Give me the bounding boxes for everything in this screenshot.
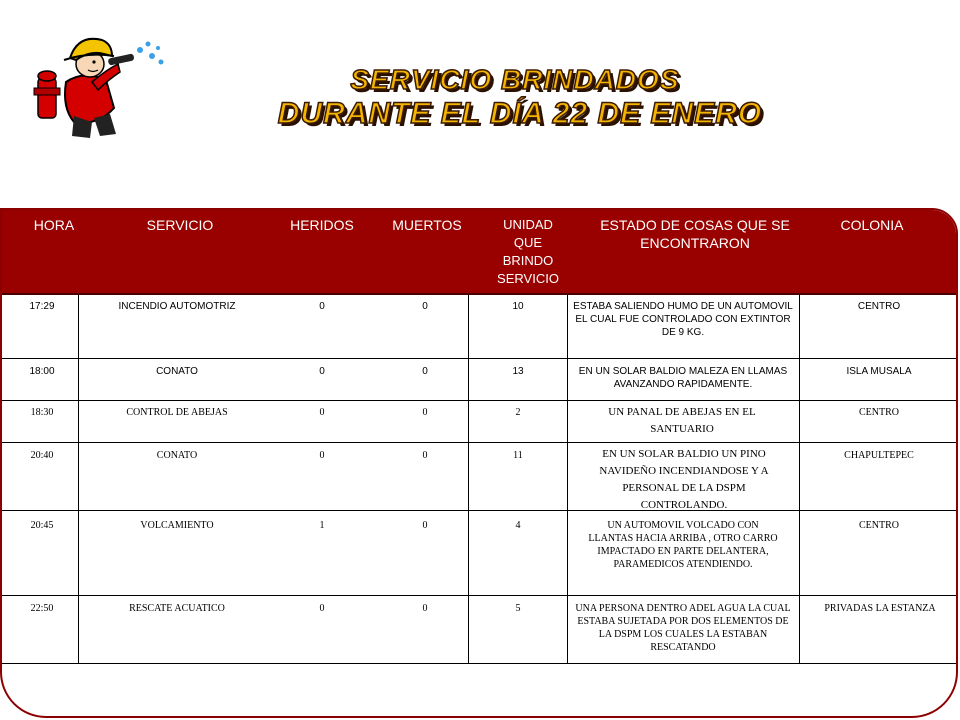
cell-estado: EN UN SOLAR BALDIO MALEZA EN LLAMAS AVANZANDO RAPIDAMENTE. bbox=[578, 366, 788, 390]
cell-servicio: RESCATE ACUATICO bbox=[129, 603, 225, 614]
cell-hora: 18:30 bbox=[30, 407, 54, 418]
cell-servicio: CONATO bbox=[156, 366, 198, 377]
table-header bbox=[2, 210, 956, 295]
cell-estado: UN PANAL DE ABEJAS EN EL SANTUARIO bbox=[608, 406, 756, 435]
cell-colonia: CHAPULTEPEC bbox=[844, 450, 914, 461]
cell-muertos: 0 bbox=[422, 520, 428, 531]
cell-hora: 20:45 bbox=[30, 520, 54, 531]
header-servicio: SERVICIO bbox=[146, 217, 214, 233]
header-estado: ESTADO DE COSAS QUE SE ENCONTRARON bbox=[600, 217, 790, 251]
cell-heridos: 0 bbox=[319, 407, 325, 418]
cell-unidad: 2 bbox=[515, 407, 521, 418]
cell-servicio: VOLCAMIENTO bbox=[140, 520, 214, 531]
services-table bbox=[0, 208, 958, 718]
header-unidad-line: SERVICIO bbox=[497, 271, 559, 286]
cell-unidad: 5 bbox=[515, 603, 521, 614]
cell-muertos: 0 bbox=[422, 301, 428, 312]
header-hora: HORA bbox=[33, 217, 75, 233]
header-muertos: MUERTOS bbox=[392, 217, 462, 233]
cell-estado: UNA PERSONA DENTRO ADEL AGUA LA CUAL ESTABA SUJETADA POR DOS ELEMENTOS DE LA DSPM LOS CUALES LA ESTABAN RESCATANDO bbox=[575, 603, 791, 653]
row-divider bbox=[2, 400, 958, 401]
cell-colonia: ISLA MUSALA bbox=[846, 366, 912, 377]
row-divider bbox=[2, 595, 958, 596]
cell-unidad: 13 bbox=[512, 366, 524, 377]
cell-heridos: 0 bbox=[319, 366, 325, 377]
header-unidad-line: UNIDAD bbox=[503, 217, 553, 232]
cell-heridos: 0 bbox=[319, 301, 325, 312]
cell-hora: 18:00 bbox=[29, 366, 55, 377]
row-divider bbox=[2, 442, 958, 443]
cell-estado: UN AUTOMOVIL VOLCADO CON LLANTAS HACIA ARRIBA , OTRO CARRO IMPACTADO EN PARTE DELANTERA, PARAMEDICOS ATENDIENDO. bbox=[588, 520, 778, 570]
column-divider bbox=[799, 295, 800, 663]
cell-estado: EN UN SOLAR BALDIO UN PINO NAVIDEÑO INCENDIANDOSE Y A PERSONAL DE LA DSPM CONTROLANDO. bbox=[599, 448, 769, 511]
header-heridos: HERIDOS bbox=[290, 217, 354, 233]
cell-hora: 20:40 bbox=[30, 450, 54, 461]
header-colonia: COLONIA bbox=[840, 217, 904, 233]
row-divider bbox=[2, 510, 958, 511]
cell-heridos: 1 bbox=[319, 520, 325, 531]
cell-colonia: PRIVADAS LA ESTANZA bbox=[824, 603, 936, 614]
cell-colonia: CENTRO bbox=[859, 407, 899, 418]
header-unidad-line: BRINDO bbox=[502, 253, 554, 268]
cell-unidad: 11 bbox=[513, 450, 523, 461]
page-title-line-2: DURANTE EL DÍA 22 DE ENERO bbox=[277, 97, 763, 130]
cell-servicio: INCENDIO AUTOMOTRIZ bbox=[118, 301, 236, 312]
cell-heridos: 0 bbox=[319, 603, 325, 614]
cell-unidad: 4 bbox=[515, 520, 521, 531]
row-divider bbox=[2, 663, 958, 664]
cell-colonia: CENTRO bbox=[857, 301, 901, 312]
header-unidad bbox=[488, 216, 568, 288]
cell-servicio: CONTROL DE ABEJAS bbox=[126, 407, 228, 418]
cell-muertos: 0 bbox=[422, 603, 428, 614]
cell-servicio: CONATO bbox=[156, 450, 198, 461]
row-divider bbox=[2, 358, 958, 359]
page-title-line-1: SERVICIO BRINDADOS bbox=[350, 64, 680, 95]
cell-unidad: 10 bbox=[512, 301, 524, 312]
cell-hora: 22:50 bbox=[30, 603, 54, 614]
cell-muertos: 0 bbox=[422, 450, 428, 461]
cell-hora: 17:29 bbox=[29, 301, 55, 312]
column-divider bbox=[78, 295, 79, 663]
column-divider bbox=[567, 295, 568, 663]
cell-muertos: 0 bbox=[422, 366, 428, 377]
cell-estado: ESTABA SALIENDO HUMO DE UN AUTOMOVIL EL CUAL FUE CONTROLADO CON EXTINTOR DE 9 KG. bbox=[573, 301, 793, 338]
column-divider bbox=[468, 295, 469, 663]
cell-heridos: 0 bbox=[319, 450, 325, 461]
header-unidad-line: QUE bbox=[513, 235, 543, 250]
cell-muertos: 0 bbox=[422, 407, 428, 418]
cell-colonia: CENTRO bbox=[859, 520, 899, 531]
firefighter-mascot-icon bbox=[28, 30, 168, 145]
